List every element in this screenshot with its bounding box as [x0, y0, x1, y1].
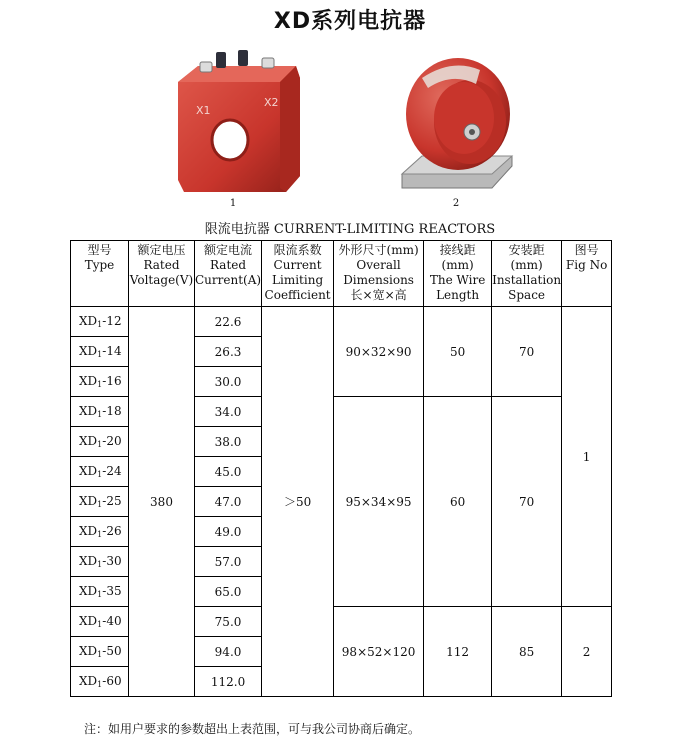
column-header: [71, 241, 129, 307]
install-cell: 85: [492, 607, 562, 697]
wire-cell: 112: [424, 607, 492, 697]
header-line: Rated: [143, 258, 180, 272]
header-line: Length: [436, 288, 480, 302]
figure-label: 2: [452, 198, 460, 209]
current-cell: 30.0: [195, 367, 262, 397]
header-line: Current(A): [195, 273, 262, 287]
dimensions-cell: 95×34×95: [334, 397, 424, 607]
column-header: [424, 241, 492, 307]
model-cell: $XD_1-40$: [71, 607, 129, 637]
current-cell: 94.0: [195, 637, 262, 667]
current-cell: 22.6: [195, 307, 262, 337]
current-cell: 45.0: [195, 457, 262, 487]
model-cell: $XD_1-50$: [71, 637, 129, 667]
current-cell: 112.0: [195, 667, 262, 697]
header-line: Limiting: [272, 273, 324, 287]
current-cell: 49.0: [195, 517, 262, 547]
header-line: Type: [84, 258, 115, 272]
current-cell: 65.0: [195, 577, 262, 607]
header-line: Dimensions: [343, 273, 414, 287]
wire-cell: 50: [424, 307, 492, 397]
current-cell: 57.0: [195, 547, 262, 577]
figure-label: 1: [229, 198, 237, 209]
reactor-round-photo: [392, 48, 520, 196]
header-line: Installation: [492, 273, 562, 287]
svg-text:X1: X1: [196, 104, 211, 117]
header-line: Voltage(V): [129, 273, 194, 287]
install-cell: 70: [492, 397, 562, 607]
wire-cell: 60: [424, 397, 492, 607]
header-line: Rated: [210, 258, 247, 272]
model-cell: $XD_1-12$: [71, 307, 129, 337]
model-cell: $XD_1-20$: [71, 427, 129, 457]
model-cell: $XD_1-25$: [71, 487, 129, 517]
column-header: [195, 241, 262, 307]
model-cell: $XD_1-60$: [71, 667, 129, 697]
model-cell: $XD_1-26$: [71, 517, 129, 547]
model-cell: $XD_1-35$: [71, 577, 129, 607]
column-header: [562, 241, 612, 307]
header-line: (mm): [510, 258, 543, 272]
current-cell: 38.0: [195, 427, 262, 457]
table-row: [71, 307, 612, 337]
header-line: (mm): [441, 258, 474, 272]
footnote: 注：如用户要求的参数超出上表范围，可与我公司协商后确定。: [84, 722, 421, 736]
header-line: 额定电压: [137, 243, 186, 257]
header-line: Fig No: [565, 258, 608, 272]
header-line: Current: [273, 258, 322, 272]
header-line: 外形尺寸(mm): [338, 243, 419, 257]
dimensions-cell: 90×32×90: [334, 307, 424, 397]
current-cell: 47.0: [195, 487, 262, 517]
specs-table: [70, 240, 612, 697]
model-cell: $XD_1-14$: [71, 337, 129, 367]
current-cell: 26.3: [195, 337, 262, 367]
model-cell: $XD_1-16$: [71, 367, 129, 397]
header-line: 图号: [574, 243, 599, 257]
header-line: 安装距: [508, 243, 545, 257]
current-cell: 34.0: [195, 397, 262, 427]
voltage-cell: 380: [129, 307, 195, 697]
fig-number-cell: 1: [562, 307, 612, 607]
header-line: 型号: [87, 243, 112, 257]
svg-text:X2: X2: [264, 96, 279, 109]
column-header: [262, 241, 334, 307]
header-line: 接线距: [439, 243, 476, 257]
column-header: [334, 241, 424, 307]
coefficient-cell: ＞50: [262, 307, 334, 697]
model-cell: $XD_1-18$: [71, 397, 129, 427]
page-title: XD系列电抗器: [273, 9, 427, 34]
header-line: Coefficient: [264, 288, 331, 302]
reactor-square-photo: [168, 48, 308, 196]
dimensions-cell: 98×52×120: [334, 607, 424, 697]
model-cell: $XD_1-24$: [71, 457, 129, 487]
header-line: The Wire: [429, 273, 486, 287]
header-line: Space: [508, 288, 546, 302]
header-line: Overall: [356, 258, 401, 272]
header-line: 额定电流: [204, 243, 253, 257]
header-line: 长×宽×高: [350, 288, 407, 302]
header-line: 限流系数: [273, 243, 322, 257]
model-cell: $XD_1-30$: [71, 547, 129, 577]
current-cell: 75.0: [195, 607, 262, 637]
install-cell: 70: [492, 307, 562, 397]
column-header: [492, 241, 562, 307]
fig-number-cell: 2: [562, 607, 612, 697]
column-header: [129, 241, 195, 307]
table-caption: 限流电抗器 CURRENT-LIMITING REACTORS: [204, 222, 496, 237]
